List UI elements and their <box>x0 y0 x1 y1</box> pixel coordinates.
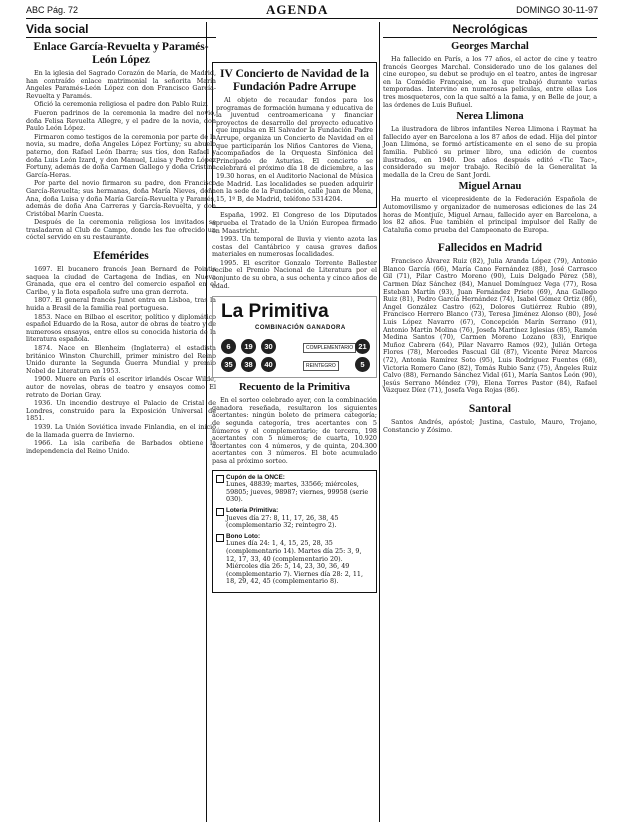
section-heading: Santoral <box>468 402 512 415</box>
paragraph: 1853. Nace en Bilbao el escritor, político y diplomático español Eduardo de la Rosa, autor de obras de teatro y de numerosos ensayos, entre ellos su conocida historia de la literatura española. <box>26 312 216 344</box>
page-number: ABC Pág. 72 <box>26 5 79 15</box>
paragraph: 1936. Un incendio destruye el Palacio de Cristal de Londres, construido para la Exposición Universal de 1851. <box>26 399 216 423</box>
paragraph: Ha muerto el vicepresidente de la Federación Española de Automovilismo y organizador de numerosas ediciones de las 24 horas de Montjuïc, Miguel Arnau, fallecido ayer en Barcelona, a los 82 años. Fue también el principal impulsor del Rally de Cataluña como prueba del Campeonato de Europa. <box>383 195 597 234</box>
winning-number: 40 <box>261 357 276 372</box>
paragraph: 1807. El general francés Junot entra en Lisboa, tras la huida a Brasil de la familia real portuguesa. <box>26 296 216 313</box>
paragraph: 1697. El bucanero francés Jean Bernard de Pointis saquea la ciudad de Cartagena de Indias, en Nueva Granada, que era el centro del comercio español en el Caribe, y la flota española sufre una gran derrota. <box>26 265 216 296</box>
winning-number: 35 <box>221 357 236 372</box>
paragraph: 1993. Un temporal de lluvia y viento azota las costas del Cantábrico y causa graves daños materiales en numerosas localidades. <box>212 235 377 259</box>
obituary-name: Nerea Llimona <box>456 111 524 123</box>
section-heading: Fallecidos en Madrid <box>437 242 543 255</box>
section-heading: Recuento de la Primitiva <box>238 382 351 394</box>
reintegro-number: 5 <box>355 357 370 372</box>
section-heading: Efemérides <box>93 250 149 263</box>
paragraph: Después de la ceremonia religiosa los invitados se trasladaron al Club de Campo, donde les fue ofrecido un cóctel servido en su restaurante. <box>26 218 216 242</box>
result-item <box>216 474 373 504</box>
deaths-list <box>383 258 597 395</box>
article-body <box>26 70 216 242</box>
paragraph: 1939. La Unión Soviética invade Finlandia, en el inicio de la llamada guerra de Invierno. <box>26 422 216 439</box>
page-header <box>26 4 598 19</box>
result-title: Cupón de la ONCE: <box>226 473 285 481</box>
winning-number: 6 <box>221 339 236 354</box>
section-heading: Necrológicas <box>383 22 597 38</box>
paragraph: En el sorteo celebrado ayer, con la combinación ganadora reseñada, resultaron los siguientes acertantes: ningún boleto de primera categoría; de segunda categoría, tres acertantes con 5 números y el complementario; de tercera, 198 acertantes con 5 números; de cuarta, 10.920 acertantes con 4 números, y de quinta, 204.300 acertantes con 3 números. El bote acumulado pasa al próximo sorteo. <box>212 396 377 465</box>
winning-number: 38 <box>241 357 256 372</box>
santoral-text <box>383 419 597 434</box>
article-headline: Enlace García-Revuelta y Paramés-León López <box>33 41 209 66</box>
result-text: Lunes, 48839; martes, 33566; miércoles, 59805; jueves, 98987; viernes, 99958 (serie 030). <box>226 480 369 504</box>
article-headline: IV Concierto de Navidad de la Fundación Padre Arrupe <box>220 68 369 93</box>
complementario-number: 21 <box>355 339 370 354</box>
result-title: Bono Loto: <box>226 532 261 540</box>
result-item <box>216 533 373 586</box>
complementario-label: COMPLEMENTARIO <box>303 343 356 353</box>
obituary-name: Georges Marchal <box>451 41 529 52</box>
obituary-text <box>383 56 597 109</box>
paragraph: Por parte del novio firmaron su padre, don Francisco García-Revuelta; sus hermanas, doña María Nieves, doña Ana, doña Luisa y doña María García-Revuelta y Paramés, además de doña Ana Carreras y García-Revuelta, y don Cristóbal Marín Cuesta. <box>26 179 216 218</box>
efemerides-body <box>26 266 216 455</box>
paragraph: Francisco Álvarez Ruiz (82), Julia Aranda López (79), Antonio Blanco García (66), María Cano Fernández (88), José Carrasco Gil (71), Pilar Castro Moreno (90), Luis Delgado Pérez (58), Carmen Díaz Sánchez (84), Manuel Domínguez Vega (77), Rosa Esteban Martín (93), Juan Fernández Prieto (69), Ana Gallego Ruiz (81), Pedro García Hernández (74), Isabel Gómez Ortiz (86), Ángel González Castro (62), Dolores Gutiérrez Rubio (89), Francisco Herrero Blanco (73), Teresa Jiménez Alonso (80), José Luis López Navarro (67), Concepción Marín Serrano (91), Antonio Martín Molina (76), Josefa Martínez Iglesias (85), Ramón Medina Santos (70), Carmen Moreno Lozano (83), Enrique Muñoz Cabrera (64), Pilar Navarro Ramos (92), Julián Ortega Flores (78), Mercedes Pascual Gil (87), Vicente Pérez Marcos (72), Antonia Ramírez Soto (95), Luis Rodríguez Fuentes (68), Victoria Romero Cano (82), Tomás Rubio Sanz (75), Ángeles Ruiz Calvo (88), Fernando Sánchez Vidal (61), María Santos León (90), Jesús Serrano Méndez (79), Elena Torres Pastor (84), Rafael Vázquez Díez (71), Josefa Vega Rojas (86). <box>383 257 597 395</box>
paragraph: Firmaron como testigos de la ceremonia por parte de la novia, su madre, doña Angeles López Fortuny; su abuelo paterno, don Rafael León Ibarra; sus tíos, don Rafael y doña Luis León Izard, y don Manuel, Luisa y Pedro López Fortuny, además de doña Carmen Gallego y doña Cristina García-Heras. <box>26 132 216 179</box>
concert-box <box>212 62 377 208</box>
paragraph: 1966. La isla caribeña de Barbados obtiene la independencia del Reino Unido. <box>26 439 216 455</box>
primitiva-results <box>212 296 377 378</box>
result-text: Jueves día 27: 8, 11, 17, 26, 38, 45 (complementario 32; reintegro 2). <box>226 513 339 530</box>
primitiva-logo: La Primitiva <box>221 301 329 323</box>
result-text: Lunes día 24: 1, 4, 15, 25, 28, 35 (complementario 14). Martes día 25: 3, 9, 12, 17, 33, 40 (complementario 20). Miércoles día 26: 5, 14, 23, 30, 36, 49 (complementario 7). Viernes día 28: 2, 11, 18, 29, 42, 45 (complementario 8). <box>226 539 364 586</box>
obituary-text <box>383 126 597 179</box>
paragraph: Santos Andrés, apóstol; Justina, Castulo, Mauro, Trojano, Constancio y Zósimo. <box>383 417 597 434</box>
column-necrologicas <box>383 22 597 435</box>
recuento-body <box>212 397 377 465</box>
obituary-text <box>383 196 597 234</box>
paragraph: 1995. El escritor Gonzalo Torrente Ballester recibe el Premio Nacional de Literatura por el conjunto de su obra, a sus ochenta y cinco años de edad. <box>212 258 377 290</box>
section-title: AGENDA <box>266 2 329 17</box>
paragraph: En la iglesia del Sagrado Corazón de María, de Madrid, han contraído enlace matrimonial la señorita María Angeles Paramés-León López con don Francisco García-Revuelta y Paramés. <box>26 69 216 100</box>
winning-number: 19 <box>241 339 256 354</box>
paragraph: España, 1992. El Congreso de los Diputados aprueba el Tratado de la Unión Europea firmado en Maastricht. <box>212 211 377 235</box>
result-item <box>216 507 373 530</box>
paragraph: Fueron padrinos de la ceremonia la madre del novio, doña Felisa Revuelta Allegre, y el padre de la novia, don Paulo León López. <box>26 108 216 133</box>
paragraph: Al objeto de recaudar fondos para los programas de formación humana y educativa de la juventud centroamericana y financiar proyectos de desarrollo del proyecto educativo que impulsa en El Salvador la Fundación Padre Arrupe, organiza un Concierto de Navidad en el que participarán los Niños Cantores de Viena, acompañados de la Orquesta Sinfónica del Principado de Asturias. El concierto se celebrará el próximo día 18 de diciembre, a las 19.30 horas, en el Auditorio Nacional de Música de Madrid. Las localidades se pueden adquirir en la sede de la Fundación, calle Juan de Mena, 15, 1º B, de Madrid, teléfono 5314204. <box>216 96 373 203</box>
lottery-results-box <box>212 470 377 593</box>
paragraph: 1900. Muere en París el escritor irlandés Oscar Wilde, autor de novelas, obras de teatro y ensayos como El retrato de Dorian Gray. <box>26 375 216 399</box>
article-body <box>216 97 373 203</box>
paragraph: Ofició la ceremonia religiosa el padre don Pablo Ruiz. <box>34 100 209 109</box>
section-heading: Vida social <box>26 22 216 38</box>
obituary-name: Miguel Arnau <box>458 181 522 193</box>
issue-date: DOMINGO 30-11-97 <box>516 5 598 15</box>
paragraph: Ha fallecido en París, a los 77 años, el actor de cine y teatro francés Georges Marchal. Considerado uno de los galanes del cine europeo, su debut se produjo en el teatro, antes de ingresar en la Comédie Française, en la que trabajó durante varias temporadas. Intervino en numerosas películas, entre ellas Los tres mosqueteros, con la que saltó a la fama, y en Belle de jour, a las órdenes de Luis Buñuel. <box>383 55 597 109</box>
winning-number: 30 <box>261 339 276 354</box>
primitiva-subtitle: COMBINACIÓN GANADORA <box>255 325 346 332</box>
column-agenda <box>212 22 377 593</box>
efemerides-continued <box>212 212 377 290</box>
column-divider <box>379 22 380 822</box>
result-title: Lotería Primitiva: <box>226 506 279 514</box>
paragraph: La ilustradora de libros infantiles Nerea Llimona i Raymat ha fallecido ayer en Barcelona a los 87 años de edad. Hija del pintor Joan Llimona, se formó artísticamente en el seno de su propia familia. Publicó su primer libro, una edición de cuentos ilustrados, en 1940. Dos años después editó «Tic Tac», considerado su mejor trabajo. Recibió de la Generalitat la medalla de la Creu de Sant Jordi. <box>383 125 597 179</box>
reintegro-label: REINTEGRO <box>303 361 339 371</box>
paragraph: 1874. Nace en Blenheim (Inglaterra) el estadista británico Winston Churchill, primer ministro del Reino Unido durante la Segunda Guerra Mundial y premio Nobel de Literatura en 1953. <box>26 344 216 375</box>
column-social <box>26 22 216 456</box>
